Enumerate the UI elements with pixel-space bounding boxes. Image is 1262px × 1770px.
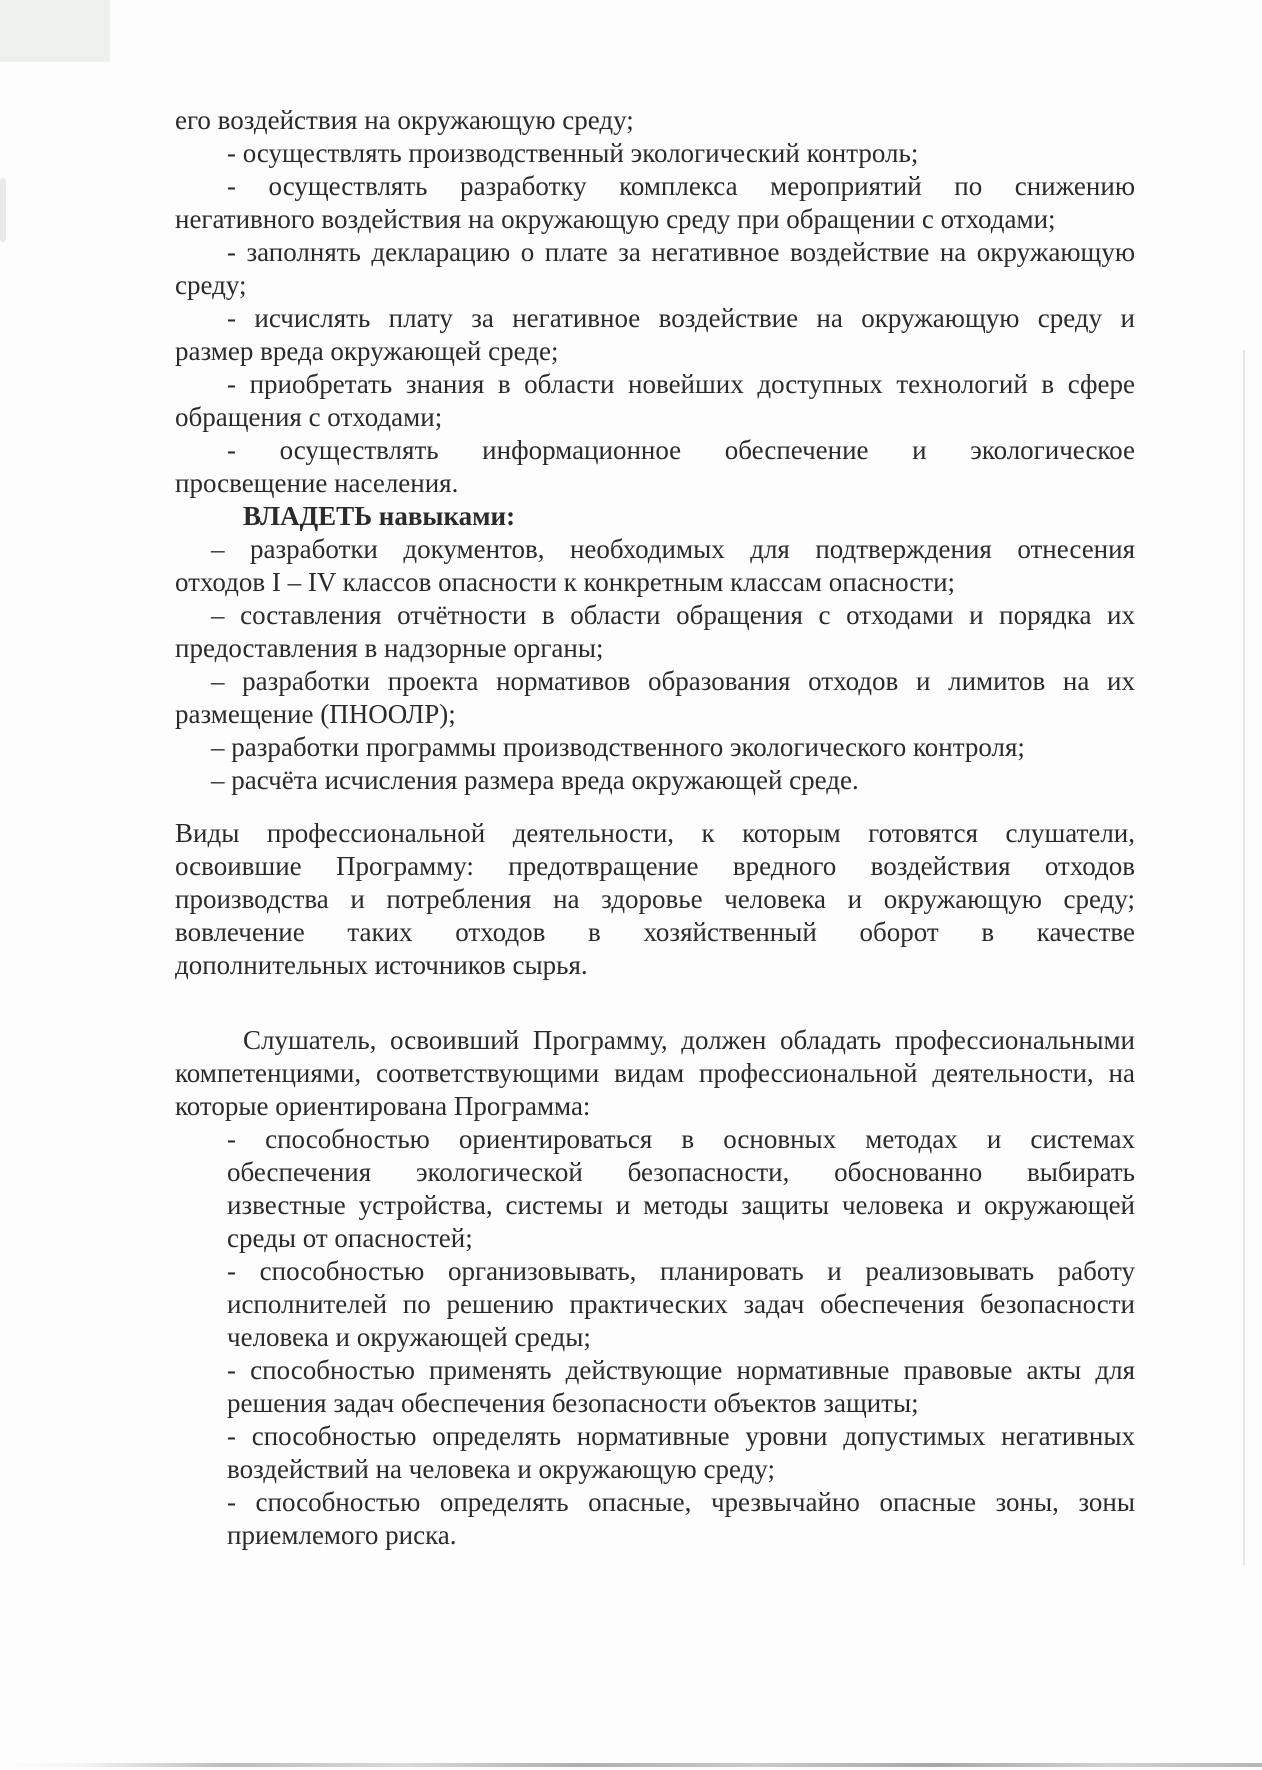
text-line: просвещение населения. [175, 468, 459, 498]
text-line: предоставления в надзорные органы; [175, 633, 604, 663]
text-line: дополнительных источников сырья. [175, 950, 588, 980]
scan-bottom-edge-line [0, 1763, 1262, 1767]
text-line: - заполнять декларацию о плате за негативное воздействие на окружающую [227, 237, 1135, 267]
text-line: - исчислять плату за негативное воздействие на окружающую среду и [227, 303, 1135, 333]
text-line: среду; [175, 270, 247, 300]
text-line: - способностью применять действующие нормативные правовые акты для [227, 1355, 1135, 1385]
text-line: которые ориентирована Программа: [175, 1091, 591, 1121]
text-line: Слушатель, освоивший Программу, должен обладать профессиональными [243, 1025, 1135, 1055]
scan-left-smudge [0, 178, 6, 242]
text-line: размер вреда окружающей среде; [175, 336, 559, 366]
text-line: среды от опасностей; [227, 1223, 473, 1253]
text-line: – расчёта исчисления размера вреда окружающей среде. [211, 765, 859, 795]
text-line: - осуществлять разработку комплекса мероприятий по снижению [227, 171, 1135, 201]
text-line: воздействий на человека и окружающую среду; [227, 1454, 775, 1484]
text-line: обеспечения экологической безопасности, обоснованно выбирать [227, 1157, 1135, 1187]
text-line: производства и потребления на здоровье человека и окружающую среду; [175, 884, 1135, 914]
text-line: обращения с отходами; [175, 402, 443, 432]
scan-right-edge-line [1243, 350, 1245, 1565]
text-line: отходов I – IV классов опасности к конкретным классам опасности; [175, 567, 956, 597]
paragraph-gap [175, 982, 1135, 1024]
scan-corner-mark [0, 0, 110, 62]
text-line: - способностью определять нормативные уровни допустимых негативных [227, 1421, 1135, 1451]
text-line: – разработки документов, необходимых для подтверждения отнесения [211, 534, 1135, 564]
paragraph-gap [175, 797, 1135, 817]
document-text-block [175, 104, 1135, 1552]
text-line: - осуществлять информационное обеспечение и экологическое [227, 435, 1135, 465]
text-line: – разработки программы производственного экологического контроля; [211, 732, 1025, 762]
text-line: – составления отчётности в области обращения с отходами и порядка их [211, 600, 1135, 630]
text-line: вовлечение таких отходов в хозяйственный оборот в качестве [175, 917, 1135, 947]
text-line: - способностью определять опасные, чрезвычайно опасные зоны, зоны [227, 1487, 1135, 1517]
text-line: компетенциями, соответствующими видам профессиональной деятельности, на [175, 1058, 1135, 1088]
text-line: - осуществлять производственный экологический контроль; [227, 138, 919, 168]
text-line: – разработки проекта нормативов образования отходов и лимитов на их [211, 666, 1135, 696]
text-line: освоившие Программу: предотвращение вредного воздействия отходов [175, 851, 1135, 881]
text-line: Виды профессиональной деятельности, к которым готовятся слушатели, [175, 818, 1135, 848]
text-line: его воздействия на окружающую среду; [175, 105, 634, 135]
text-line: человека и окружающей среды; [227, 1322, 591, 1352]
text-line: приемлемого риска. [227, 1520, 457, 1550]
text-line: известные устройства, системы и методы защиты человека и окружающей [227, 1190, 1135, 1220]
text-line: решения задач обеспечения безопасности объектов защиты; [227, 1388, 919, 1418]
text-line: исполнителей по решению практических задач обеспечения безопасности [227, 1289, 1135, 1319]
text-line: - приобретать знания в области новейших доступных технологий в сфере [227, 369, 1135, 399]
text-line: негативного воздействия на окружающую среду при обращении с отходами; [175, 204, 1056, 234]
text-line: ВЛАДЕТЬ навыками: [243, 501, 516, 531]
text-line: размещение (ПНООЛР); [175, 699, 456, 729]
text-line: - способностью ориентироваться в основных методах и системах [227, 1124, 1135, 1154]
text-line: - способностью организовывать, планировать и реализовывать работу [227, 1256, 1135, 1286]
